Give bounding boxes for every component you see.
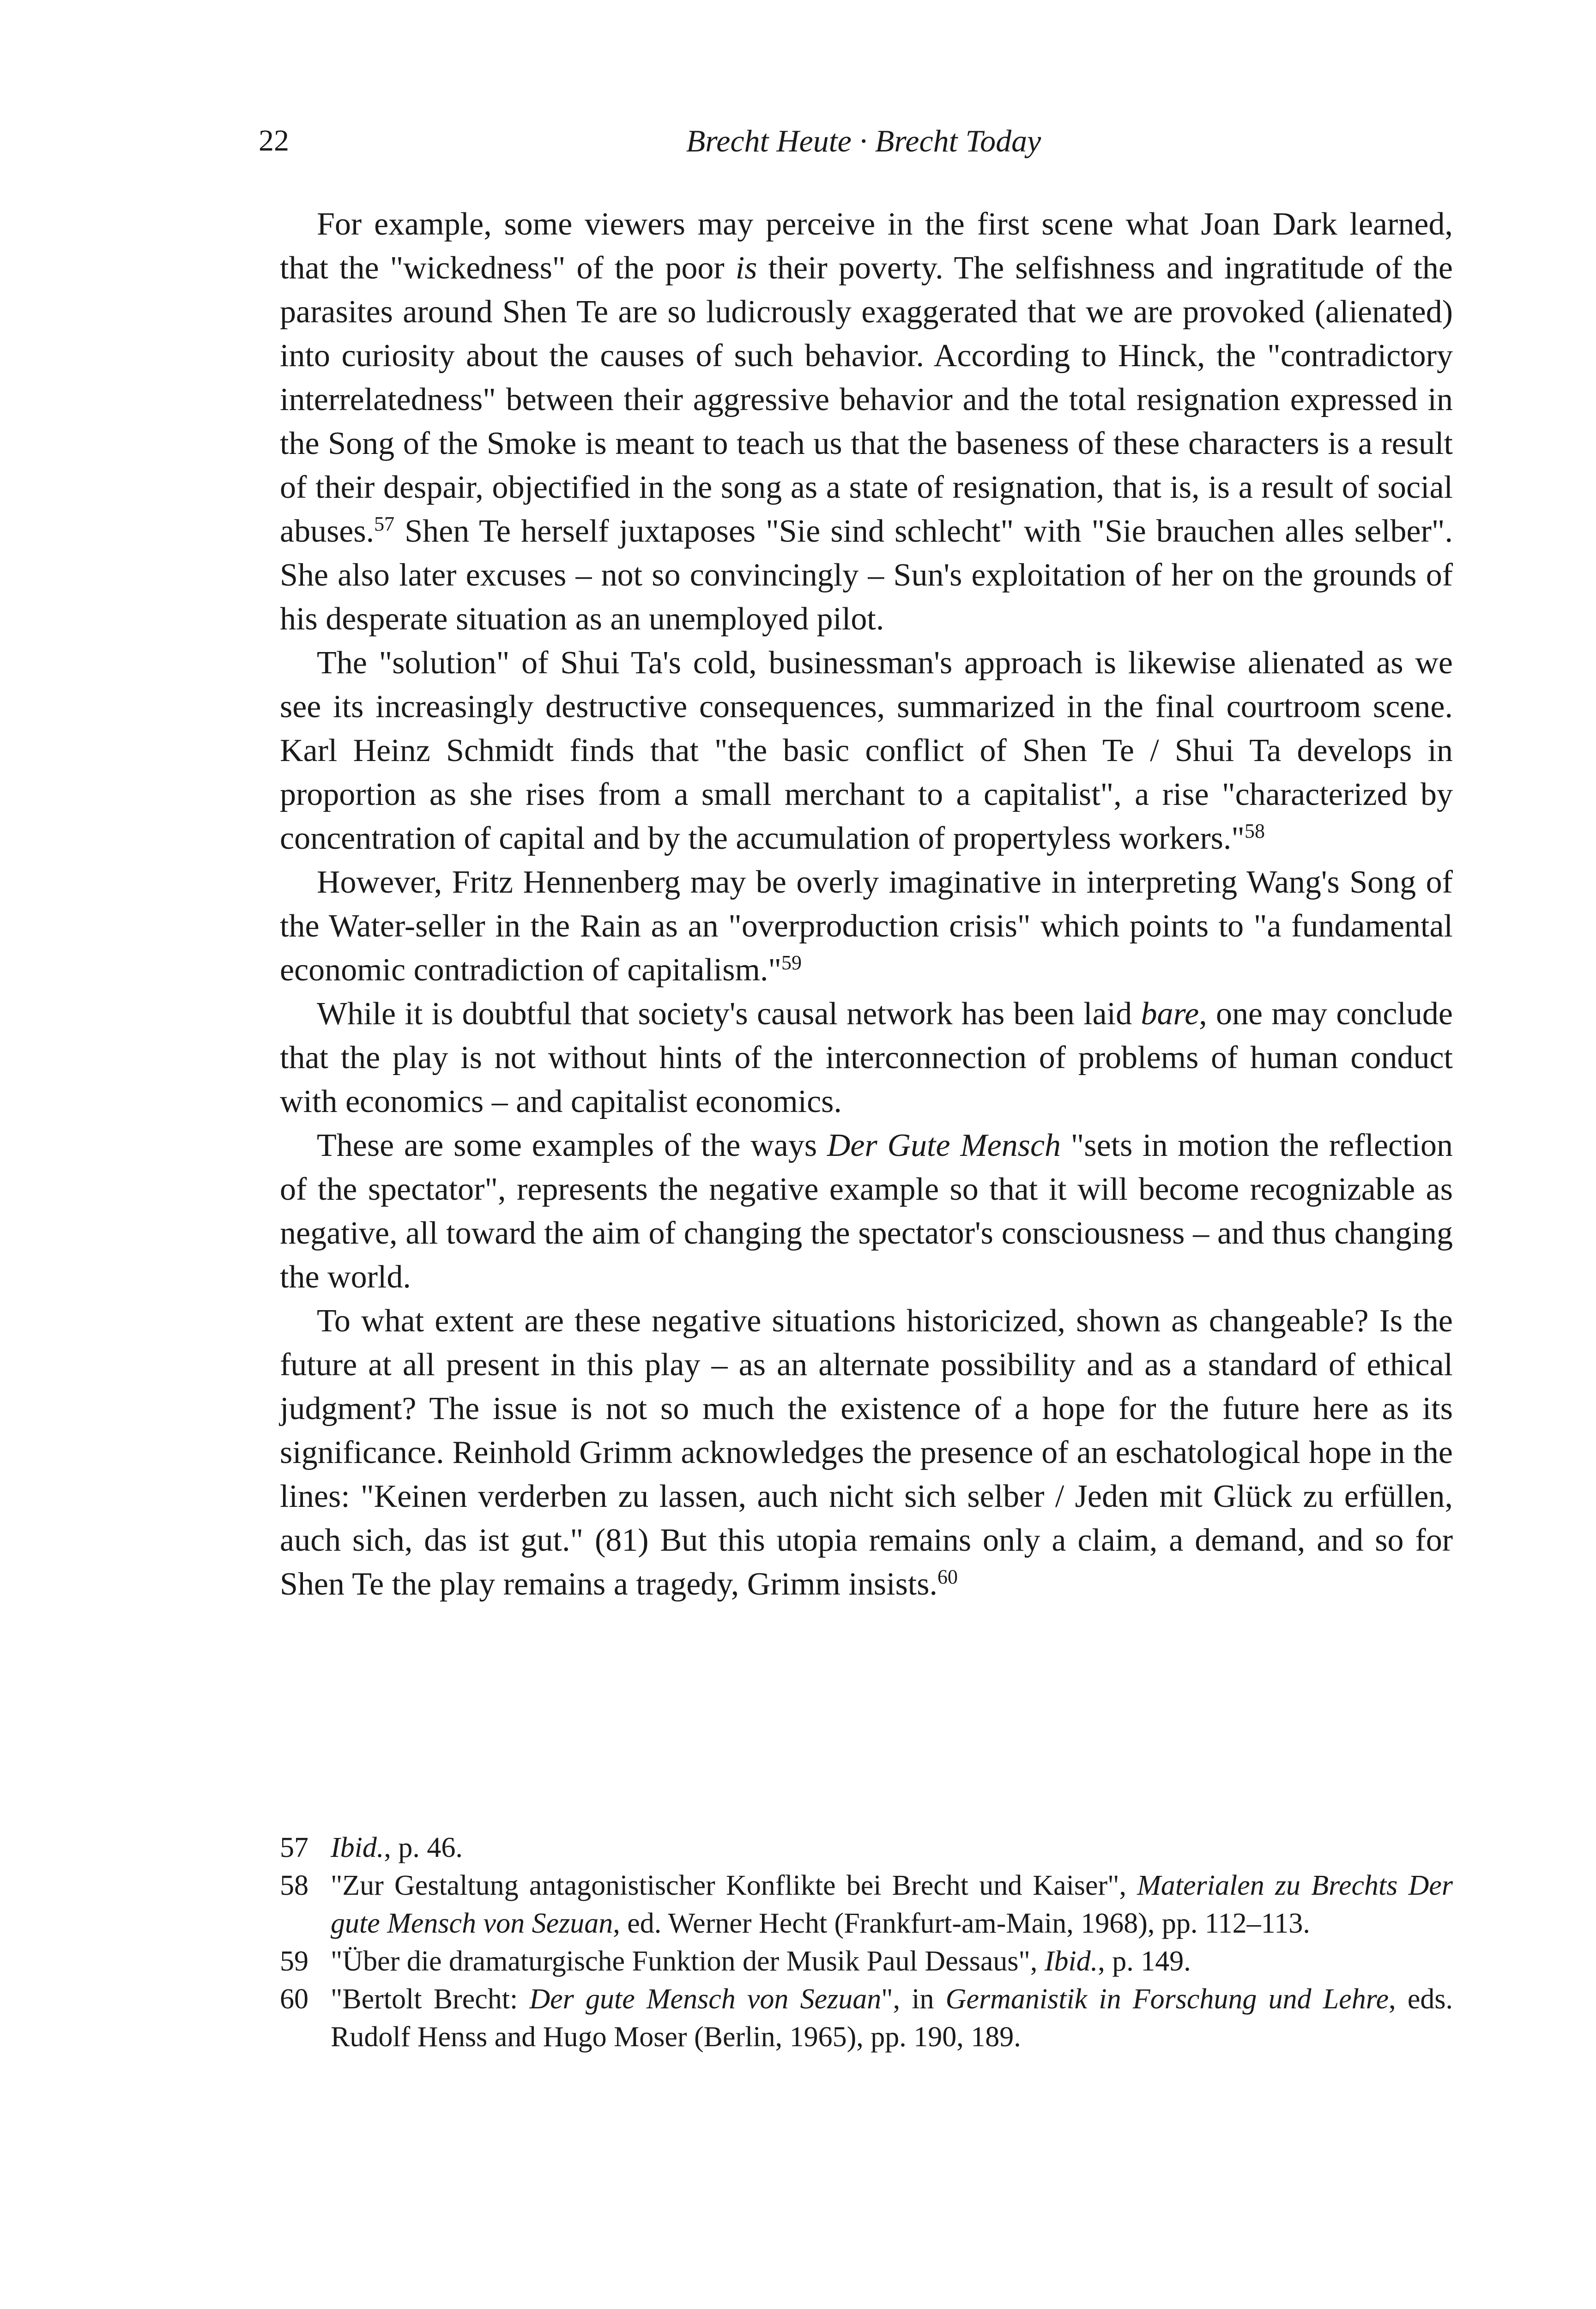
text-run: "Zur Gestaltung antagonistischer Konflikte bei Brecht und Kaiser", [331, 1870, 1137, 1901]
italic-text: Der gute Mensch von Sezuan [529, 1983, 882, 2015]
text-run: The "solution" of Shui Ta's cold, businessman's approach is likewise alienated as we see its increasingly destructive consequences, summarized in the final courtroom scene. Karl Heinz Schmidt finds that "the basic conflict of Shen Te / Shui Ta develops in proportion as she rises from a small merchant to a capitalist", a rise "characterized by concentration of capital and by the accumulation of propertyless workers." [280, 645, 1453, 856]
paragraph [280, 1124, 1453, 1299]
paragraph [280, 992, 1453, 1124]
text-run: "Über die dramaturgische Funktion der Musik Paul Dessaus", [331, 1946, 1045, 1977]
italic-text: Ibid. [331, 1832, 384, 1863]
italic-text: Germanistik in Forschung und Lehre [945, 1983, 1389, 2015]
footnote-number: 59 [280, 1946, 308, 1977]
paragraph [280, 1299, 1453, 1606]
footnote-ref: 57 [374, 513, 395, 535]
text-run: , p. 46. [384, 1832, 463, 1863]
page-header [259, 115, 1469, 166]
footnotes [280, 1829, 1453, 2056]
paragraph [280, 202, 1453, 641]
text-run: ", in [881, 1983, 946, 2015]
italic-text: is [735, 250, 757, 286]
footnote [280, 1942, 1453, 1980]
text-run: "Bertolt Brecht: [331, 1983, 530, 2015]
paragraph [280, 641, 1453, 860]
footnote-number: 58 [280, 1870, 308, 1901]
footnote-ref: 59 [781, 951, 802, 974]
text-run: , p. 149. [1098, 1946, 1191, 1977]
text-run: However, Fritz Hennenberg may be overly imaginative in interpreting Wang's Song of the Water-seller in the Rain as an "overproduction crisis" which points to "a fundamental economic contradiction of capitalism." [280, 864, 1453, 988]
footnote [280, 1980, 1453, 2056]
paragraph [280, 860, 1453, 992]
italic-text: Materialen zu Brechts Der gute Mensch von Sezuan [331, 1870, 1453, 1939]
text-run: , eds. Rudolf Henss and Hugo Moser (Berlin, 1965), pp. 190, 189. [331, 1983, 1453, 2053]
footnote-ref: 60 [937, 1566, 958, 1588]
text-run: These are some examples of the ways [317, 1128, 827, 1163]
text-run: For example, some viewers may perceive in the first scene what Joan Dark learned, that the "wickedness" of the poor [280, 206, 1453, 286]
footnote-number: 57 [280, 1832, 308, 1863]
text-run: To what extent are these negative situations historicized, shown as changeable? Is the future at all present in this play – as an alternate possibility and as a standard of ethical judgment? The issue is not so much the existence of a hope for the future here as its significance. Reinhold Grimm acknowledges the presence of an eschatological hope in the lines: "Keinen verderben zu lassen, auch nicht sich selber / Jeden mit Glück zu erfüllen, auch sich, das ist gut." (81) But this utopia remains only a claim, a demand, and so for Shen Te the play remains a tragedy, Grimm insists. [280, 1303, 1453, 1602]
body-text [280, 202, 1453, 1606]
text-run: While it is doubtful that society's causal network has been laid [317, 996, 1141, 1032]
italic-text: Der Gute Mensch [827, 1128, 1061, 1163]
text-run: Shen Te herself juxtaposes "Sie sind schlecht" with "Sie brauchen alles selber". She also later excuses – not so convincingly – Sun's exploitation of her on the grounds of his desperate situation as an unemployed pilot. [280, 514, 1453, 637]
text-run: their poverty. The selfishness and ingratitude of the parasites around Shen Te are so ludicrously exaggerated that we are provoked (alienated) into curiosity about the causes of such behavior. According to Hinck, the "contradictory interrelatedness" between their aggressive behavior and the total resignation expressed in the Song of the Smoke is meant to teach us that the baseness of these characters is a result of their despair, objectified in the song as a state of resignation, that is, is a result of social abuses. [280, 250, 1453, 549]
text-run: "sets in motion the reflection of the spectator", represents the negative example so that it will become recognizable as negative, all toward the aim of changing the spectator's consciousness – and thus changing the world. [280, 1128, 1453, 1295]
running-head: Brecht Heute · Brecht Today [686, 123, 1041, 158]
text-run: , ed. Werner Hecht (Frankfurt-am-Main, 1968), pp. 112–113. [613, 1908, 1310, 1939]
page-number: 22 [259, 124, 289, 157]
footnote-ref: 58 [1244, 820, 1265, 842]
italic-text: bare [1141, 996, 1199, 1032]
footnote [280, 1829, 1453, 1867]
text-run: , one may conclude that the play is not without hints of the interconnection of problems of human conduct with economics – and capitalist economics. [280, 996, 1453, 1119]
footnote-number: 60 [280, 1983, 308, 2015]
footnote [280, 1867, 1453, 1942]
italic-text: Ibid. [1044, 1946, 1098, 1977]
